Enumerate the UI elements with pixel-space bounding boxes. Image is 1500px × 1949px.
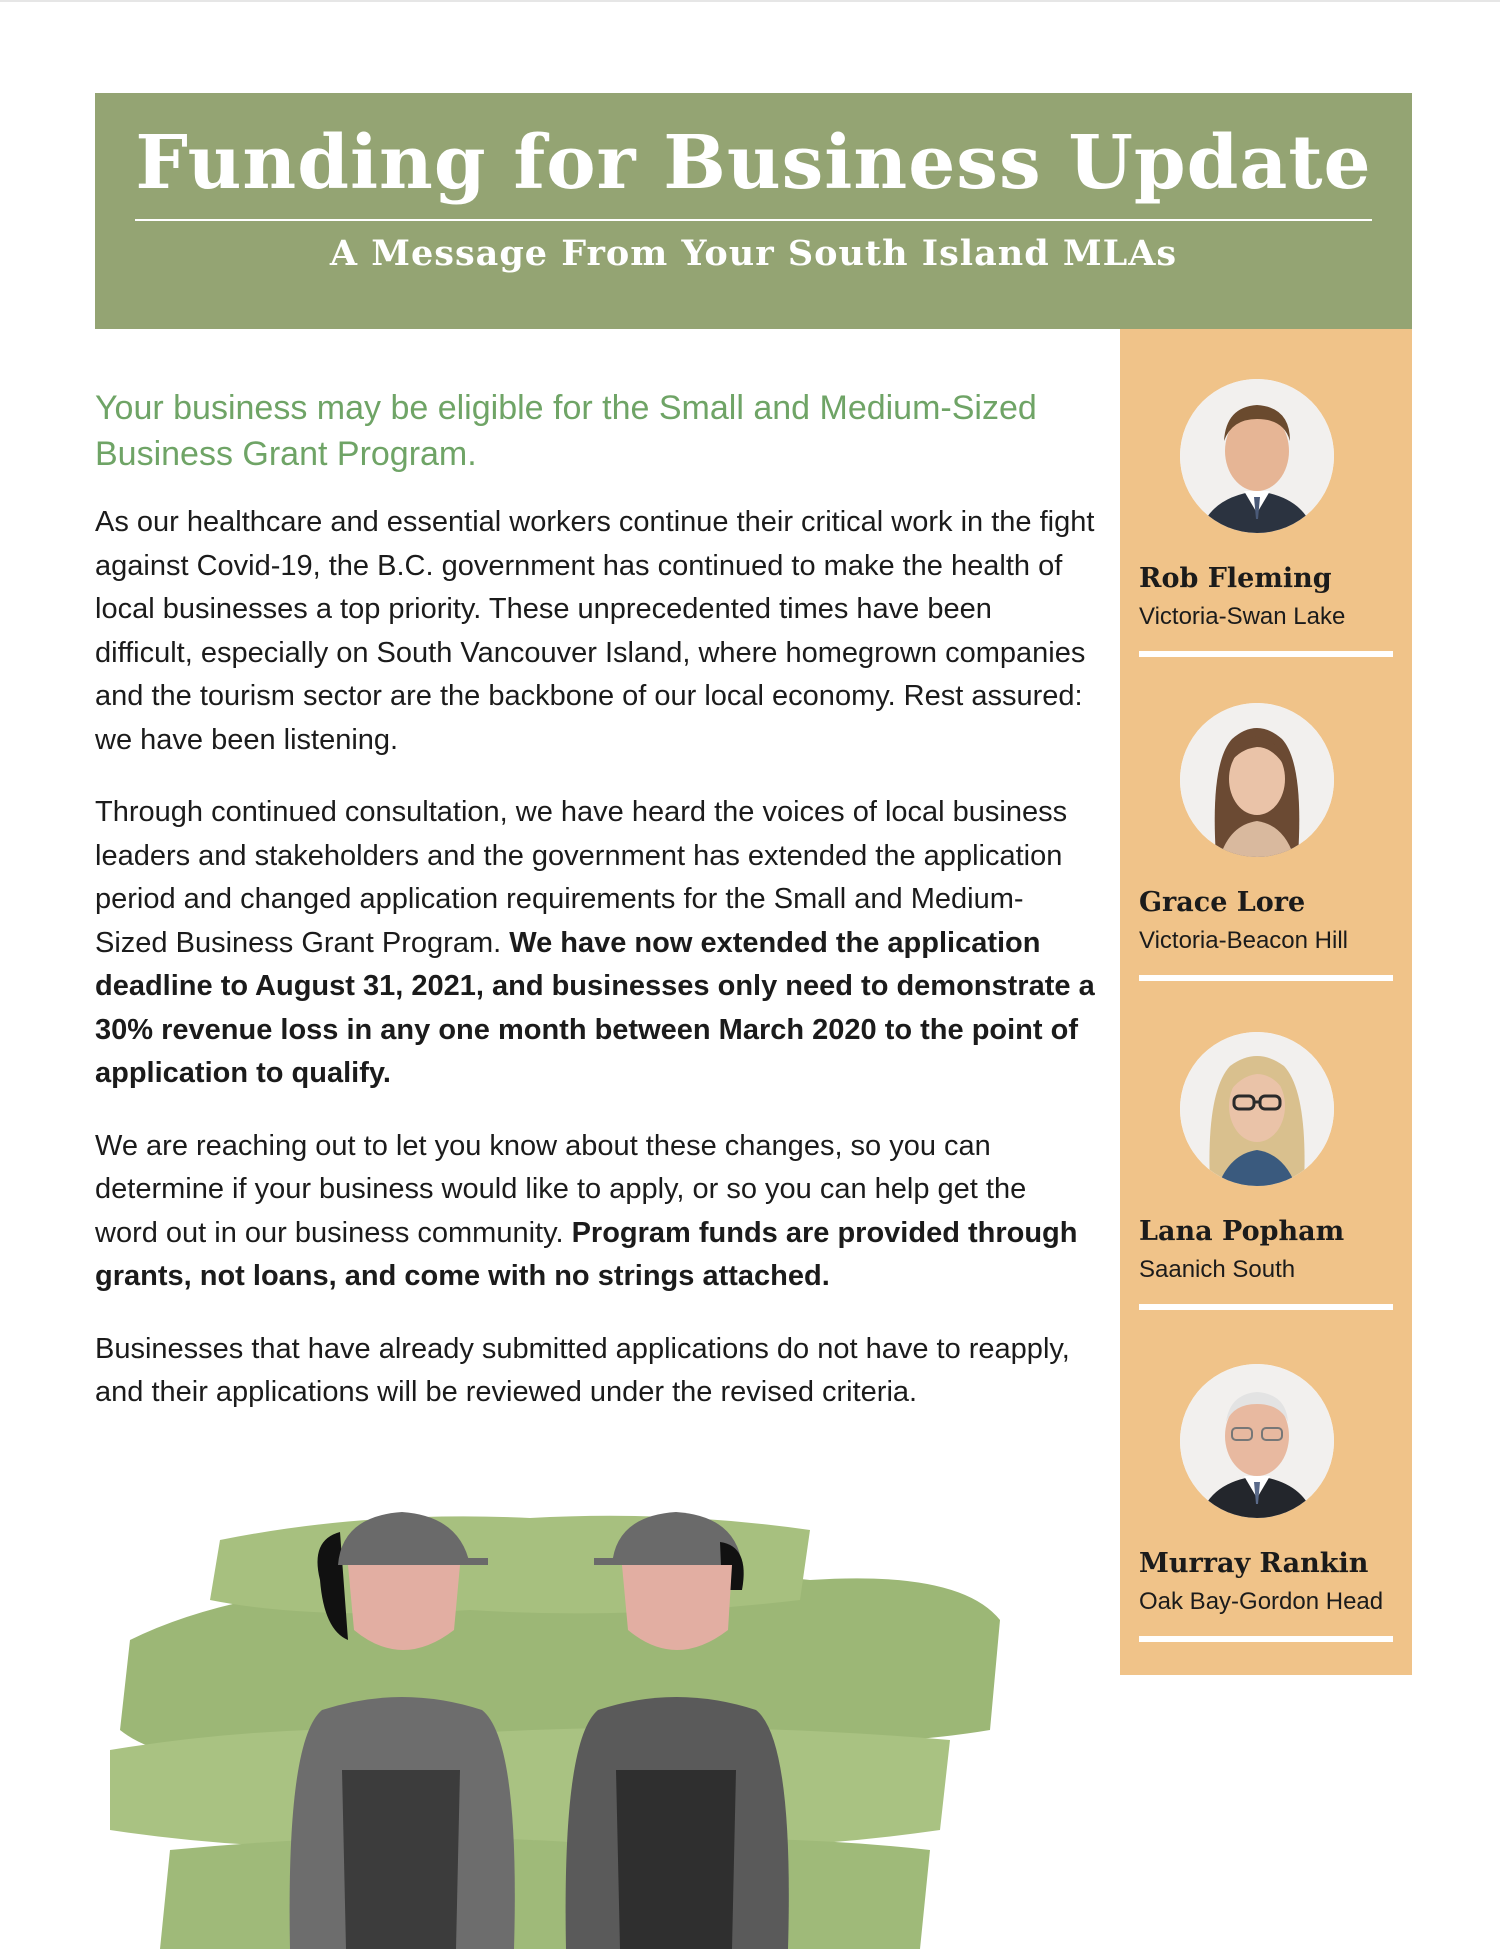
mla-name: Lana Popham bbox=[1139, 1216, 1345, 1247]
mla-name: Murray Rankin bbox=[1139, 1548, 1369, 1579]
header-banner bbox=[95, 93, 1412, 329]
mla-sidebar bbox=[1120, 329, 1412, 1675]
mla-divider bbox=[1139, 1636, 1393, 1642]
main-content bbox=[95, 385, 1095, 1444]
mla-name: Rob Fleming bbox=[1139, 563, 1332, 594]
paragraph-2-text: Through continued consultation, we have heard the voices of local business leaders and stakeholders and the government has extended the application period and changed application requirements for the Small and Medium-Sized Business Grant Program. bbox=[95, 796, 1068, 959]
paragraph-2 bbox=[95, 791, 1095, 1096]
page-subtitle: A Message From Your South Island MLAs bbox=[329, 233, 1178, 274]
mla-riding: Victoria-Beacon Hill bbox=[1139, 927, 1348, 954]
mla-name: Grace Lore bbox=[1139, 887, 1306, 918]
paragraph-3 bbox=[95, 1125, 1095, 1299]
avatar bbox=[1180, 703, 1334, 857]
page-title: Funding for Business Update bbox=[135, 120, 1372, 206]
top-border bbox=[0, 0, 1500, 2]
mla-riding: Saanich South bbox=[1139, 1256, 1296, 1283]
paragraph-2-bold: We have now extended the application deadline to August 31, 2021, and businesses only need to demonstrate a 30% revenue loss in any one month between March 2020 to the point of application to qualify. bbox=[95, 926, 1095, 1089]
mla-riding: Victoria-Swan Lake bbox=[1139, 603, 1346, 630]
avatar bbox=[1180, 379, 1334, 533]
paragraph-3-bold: Program funds are provided through grants, not loans, and come with no strings attached. bbox=[95, 1216, 1078, 1292]
mla-divider bbox=[1139, 975, 1393, 981]
intro-heading: Your business may be eligible for the Small and Medium-Sized Business Grant Program. bbox=[95, 389, 1037, 473]
avatar bbox=[1180, 1364, 1334, 1518]
avatar bbox=[1180, 1032, 1334, 1186]
workers-illustration bbox=[110, 1470, 1010, 1949]
banner-divider bbox=[135, 219, 1372, 221]
mla-riding: Oak Bay-Gordon Head bbox=[1139, 1588, 1384, 1615]
paragraph-1: As our healthcare and essential workers continue their critical work in the fight against Covid-19, the B.C. government has continued to make the health of local businesses a top priority. These unprecedented times have been difficult, especially on South Vancouver Island, where homegrown companies and the tourism sector are the backbone of our local economy. Rest assured: we have been listening. bbox=[95, 506, 1095, 756]
paragraph-4: Businesses that have already submitted applications do not have to reapply, and their applications will be reviewed under the revised criteria. bbox=[95, 1332, 1070, 1408]
mla-divider bbox=[1139, 1304, 1393, 1310]
paragraph-3-text: We are reaching out to let you know about these changes, so you can determine if your business would like to apply, or so you can help get the word out in our business community. bbox=[95, 1129, 1027, 1249]
mla-divider bbox=[1139, 651, 1393, 657]
